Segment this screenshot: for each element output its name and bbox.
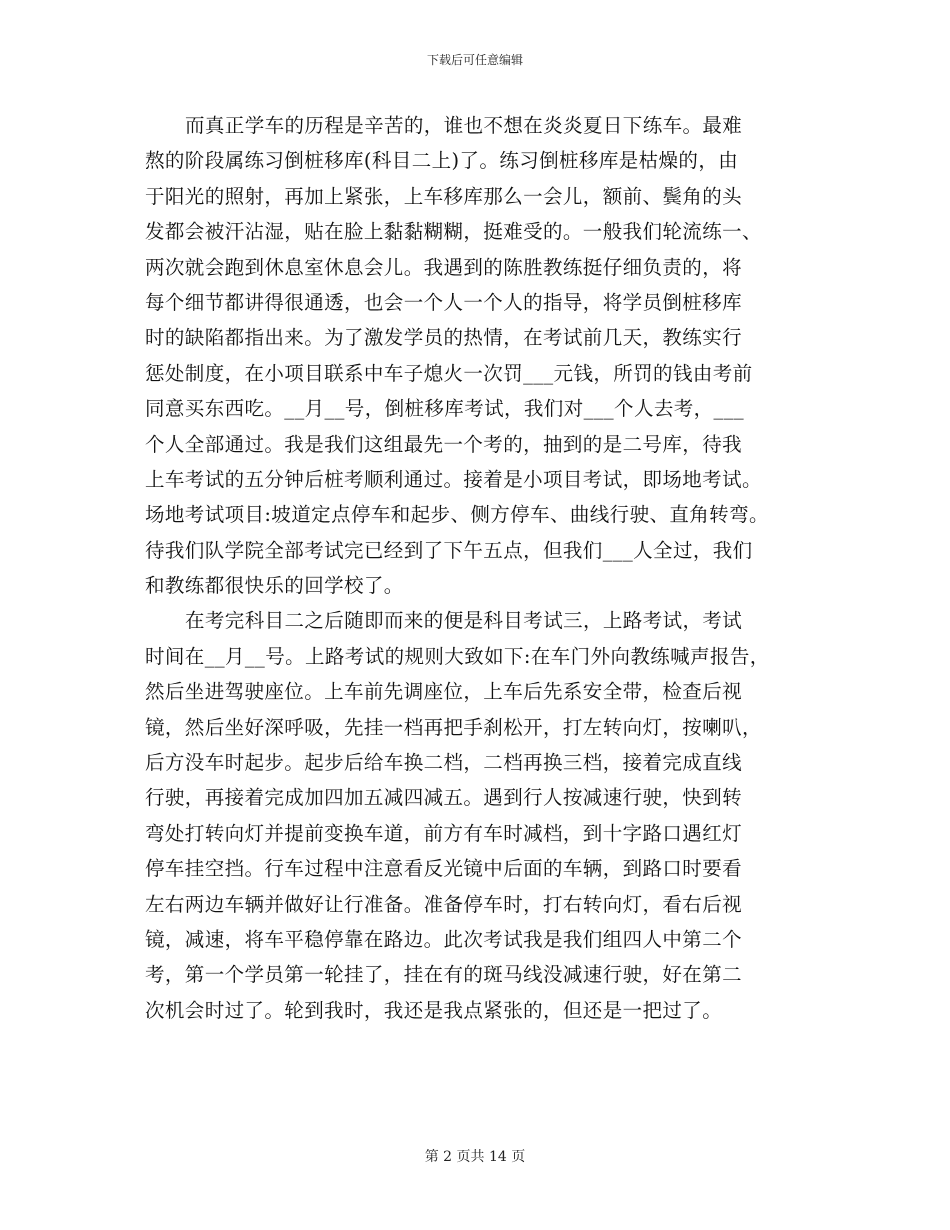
document-body (145, 108, 825, 1028)
paragraph-1 (145, 108, 825, 603)
text-line: 然后坐进驾驶座位。上车前先调座位，上车后先系安全带，检查后视 (145, 680, 743, 704)
text-line: 熬的阶段属练习倒桩移库(科目二上)了。练习倒桩移库是枯燥的，由 (145, 149, 739, 173)
text-line: 个人全部通过。我是我们这组最先一个考的，抽到的是二号库，待我 (145, 432, 743, 456)
text-line: 于阳光的照射，再加上紧张，上车移库那么一会儿，额前、鬓角的头 (145, 184, 743, 208)
text-line: 左右两边车辆并做好让行准备。准备停车时，打右转向灯，看右后视 (145, 892, 743, 916)
text-line: 同意买东西吃。__月__号，倒桩移库考试，我们对___个人去考，___ (145, 397, 745, 421)
text-line: 弯处打转向灯并提前变换车道，前方有车时减档，到十字路口遇红灯 (145, 821, 743, 845)
text-line: 镜，然后坐好深呼吸，先挂一档再把手刹松开，打左转向灯，按喇叭， (145, 715, 762, 739)
page-header: 下载后可任意编辑 (426, 53, 523, 67)
text-line: 停车挂空挡。行车过程中注意看反光镜中后面的车辆，到路口时要看 (145, 857, 743, 881)
text-line: 时间在__月__号。上路考试的规则大致如下:在车门外向教练喊声报告， (145, 644, 770, 668)
text-line: 次机会时过了。轮到我时，我还是我点紧张的，但还是一把过了。 (145, 998, 723, 1022)
page-number: 第 2 页共 14 页 (424, 1149, 526, 1165)
text-line: 发都会被汗沾湿，贴在脸上黏黏糊糊，挺难受的。一般我们轮流练一、 (145, 220, 762, 244)
text-line: 镜，减速，将车平稳停靠在路边。此次考试我是我们组四人中第二个 (145, 927, 743, 951)
text-line: 考，第一个学员第一轮挂了，挂在有的斑马线没减速行驶，好在第二 (145, 963, 743, 987)
text-line: 场地考试项目:坡道定点停车和起步、侧方停车、曲线行驶、直角转弯。 (145, 503, 769, 527)
text-line: 惩处制度，在小项目联系中车子熄火一次罚___元钱，所罚的钱由考前 (145, 361, 753, 385)
text-line: 上车考试的五分钟后桩考顺利通过。接着是小项目考试，即场地考试。 (145, 467, 762, 491)
text-line: 每个细节都讲得很通透，也会一个人一个人的指导，将学员倒桩移库 (145, 290, 743, 314)
text-line: 在考完科目二之后随即而来的便是科目考试三，上路考试，考试 (185, 609, 743, 633)
text-line: 而真正学车的历程是辛苦的，谁也不想在炎炎夏日下练车。最难 (185, 114, 743, 137)
paragraph-2 (145, 603, 825, 1028)
text-line: 两次就会跑到休息室休息会儿。我遇到的陈胜教练挺仔细负责的，将 (145, 255, 743, 279)
text-line: 后方没车时起步。起步后给车换二档，二档再换三档，接着完成直线 (145, 751, 743, 775)
text-line: 行驶，再接着完成加四加五减四减五。遇到行人按减速行驶，快到转 (145, 786, 743, 810)
text-line: 待我们队学院全部考试完已经到了下午五点，但我们___人全过，我们 (145, 538, 753, 562)
text-line: 时的缺陷都指出来。为了激发学员的热情，在考试前几天，教练实行 (145, 326, 743, 350)
text-line: 和教练都很快乐的回学校了。 (145, 574, 404, 598)
